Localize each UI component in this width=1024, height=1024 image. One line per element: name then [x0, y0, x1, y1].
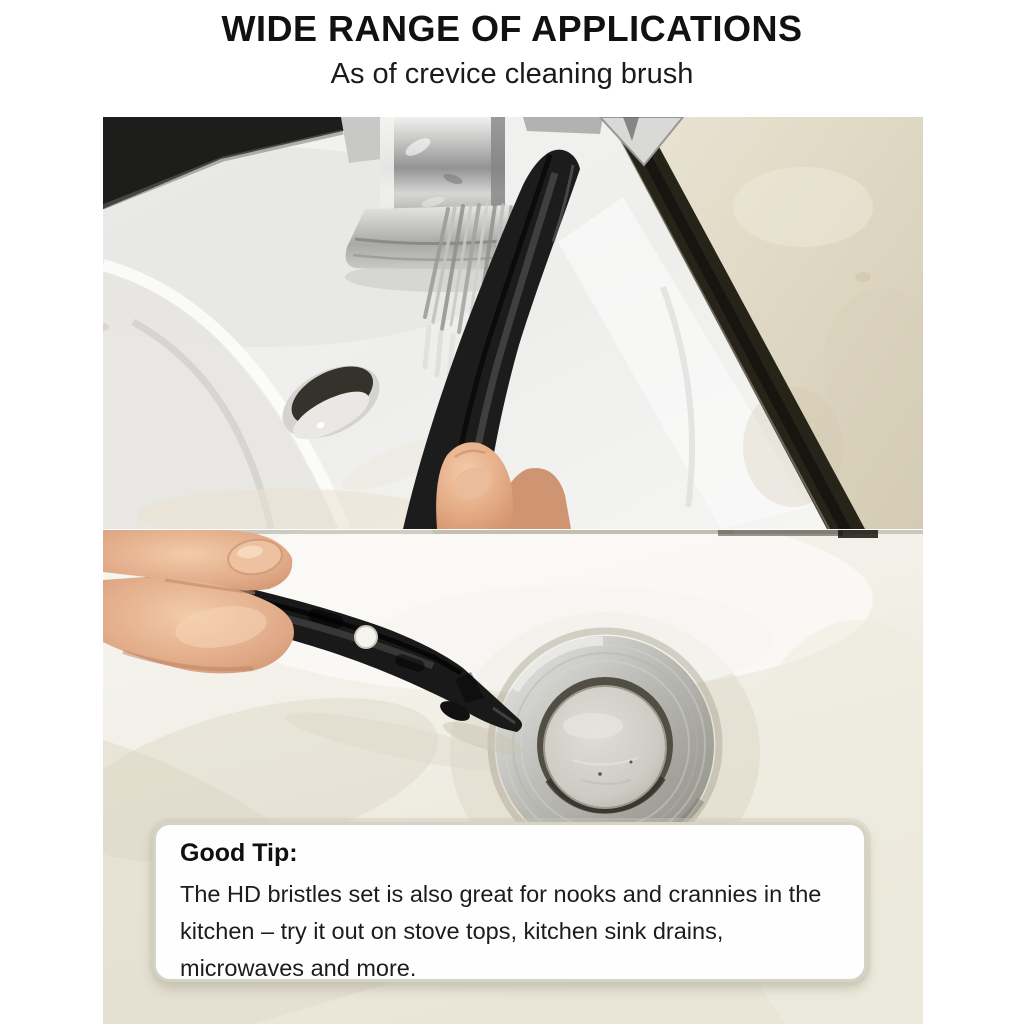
page-subtitle: As of crevice cleaning brush: [330, 58, 694, 90]
tip-text-line-2: kitchen – try it out on stove tops, kitchen sink drains,: [180, 918, 724, 944]
page-title: WIDE RANGE OF APPLICATIONS: [221, 8, 803, 49]
drain-cap: [544, 686, 666, 808]
tip-callout-box: [153, 822, 867, 982]
tip-text-line-3: microwaves and more.: [180, 955, 417, 981]
hand-fingers: [103, 530, 294, 673]
hang-hole: [355, 626, 377, 648]
photo-sink-faucet-crevice: [103, 117, 923, 529]
tip-heading: Good Tip:: [180, 839, 298, 867]
tip-text-line-1: The HD bristles set is also great for nooks and crannies in the: [180, 881, 822, 907]
